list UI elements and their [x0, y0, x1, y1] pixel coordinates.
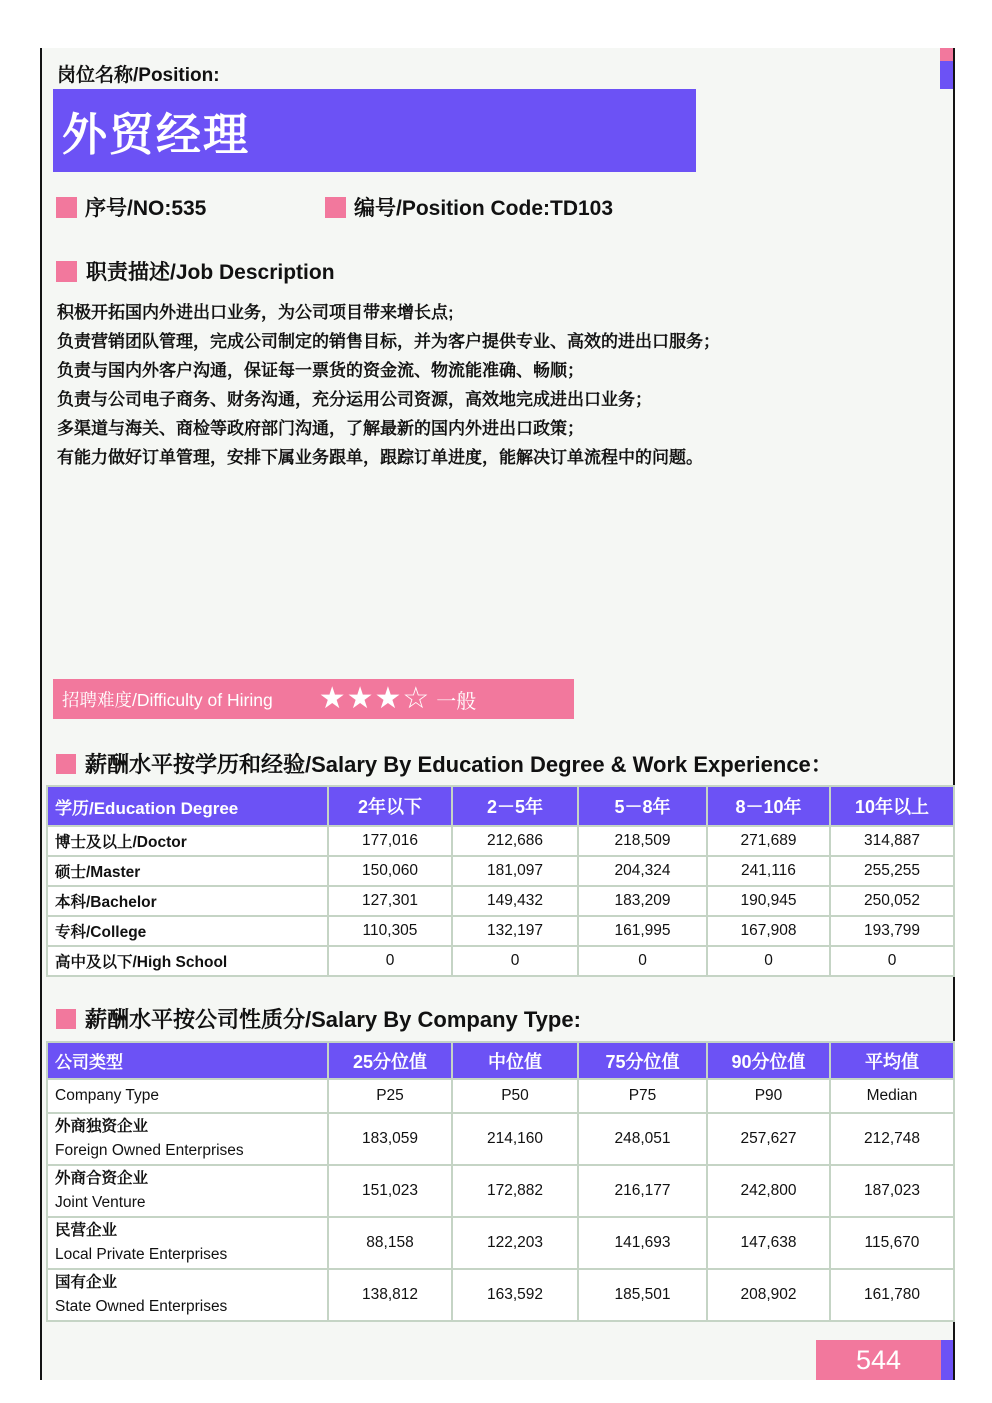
salary-value: 212,686: [452, 826, 578, 856]
row-label-chinese: 外商合资企业: [55, 1170, 149, 1187]
table-row: [47, 916, 954, 946]
corner-purple-decoration: [940, 61, 953, 89]
job-description-heading: [56, 256, 335, 286]
serial-number: [56, 192, 206, 222]
table-row: [47, 1165, 954, 1217]
row-label-english: State Owned Enterprises: [55, 1298, 228, 1315]
column-header: 学历/Education Degree: [47, 786, 328, 826]
difficulty-banner: [53, 679, 574, 719]
meta-row: [42, 192, 953, 218]
salary-value: 248,051: [578, 1113, 707, 1165]
salary-value: 250,052: [830, 886, 954, 916]
column-header: 平均值: [830, 1042, 954, 1079]
job-description-line: 有能力做好订单管理，安排下属业务跟单，跟踪订单进度，能解决订单流程中的问题。: [57, 448, 703, 467]
row-label-english: Joint Venture: [55, 1194, 146, 1211]
salary-value: 193,799: [830, 916, 954, 946]
salary-value: 172,882: [452, 1165, 578, 1217]
salary-value: 0: [707, 946, 830, 976]
salary-value: 255,255: [830, 856, 954, 886]
row-label: 博士及以上/Doctor: [47, 826, 328, 856]
difficulty-label: 招聘难度/Difficulty of Hiring: [62, 689, 273, 710]
salary-value: 216,177: [578, 1165, 707, 1217]
job-description-line: 积极开拓国内外进出口业务，为公司项目带来增长点;: [57, 303, 454, 322]
salary-value: 163,592: [452, 1269, 578, 1321]
job-description-line: 负责与公司电子商务、财务沟通，充分运用公司资源，高效地完成进出口业务；: [57, 390, 652, 409]
row-label: 专科/College: [47, 916, 328, 946]
position-title: 外贸经理: [62, 109, 251, 160]
salary-value: 127,301: [328, 886, 452, 916]
subheader-label: Company Type: [47, 1079, 328, 1113]
position-code-label: 编号/Position Code:TD103: [354, 197, 614, 220]
salary-value: 208,902: [707, 1269, 830, 1321]
salary-value: 257,627: [707, 1113, 830, 1165]
table-header-row: [47, 786, 954, 826]
column-header: 25分位值: [328, 1042, 452, 1079]
subheader-value: P90: [707, 1079, 830, 1113]
row-label: [47, 1217, 328, 1269]
position-title-banner: [53, 89, 696, 172]
salary-value: 122,203: [452, 1217, 578, 1269]
salary-value: 177,016: [328, 826, 452, 856]
pink-square-icon: [56, 197, 77, 218]
subheader-value: P25: [328, 1079, 452, 1113]
salary-value: 151,023: [328, 1165, 452, 1217]
row-label: [47, 1165, 328, 1217]
salary-value: 187,023: [830, 1165, 954, 1217]
column-header: 中位值: [452, 1042, 578, 1079]
salary-company-heading: [56, 1003, 581, 1034]
salary-value: 138,812: [328, 1269, 452, 1321]
column-header: 公司类型: [47, 1042, 328, 1079]
row-label: [47, 1269, 328, 1321]
salary-value: 185,501: [578, 1269, 707, 1321]
salary-value: 161,780: [830, 1269, 954, 1321]
salary-value: 110,305: [328, 916, 452, 946]
salary-company-heading-label: 薪酬水平按公司性质分/Salary By Company Type:: [85, 1007, 581, 1032]
column-header: 2年以下: [328, 786, 452, 826]
row-label-chinese: 民营企业: [55, 1222, 118, 1239]
table-row: [47, 856, 954, 886]
pink-square-icon: [56, 261, 77, 282]
row-label-english: Local Private Enterprises: [55, 1246, 228, 1263]
table-subheader-row: [47, 1079, 954, 1113]
corner-pink-decoration: [940, 48, 953, 61]
salary-value: 141,693: [578, 1217, 707, 1269]
salary-value: 214,160: [452, 1113, 578, 1165]
footer-purple-decoration: [941, 1340, 953, 1380]
column-header: 8－10年: [707, 786, 830, 826]
table-row: [47, 1217, 954, 1269]
job-description-line: 多渠道与海关、商检等政府部门沟通，了解最新的国内外进出口政策；: [57, 419, 584, 438]
salary-value: 0: [328, 946, 452, 976]
salary-value: 132,197: [452, 916, 578, 946]
pink-square-icon: [56, 754, 76, 774]
pink-square-icon: [325, 197, 346, 218]
table-row: [47, 946, 954, 976]
report-page: [40, 48, 955, 1380]
salary-value: 149,432: [452, 886, 578, 916]
table-row: [47, 1269, 954, 1321]
salary-value: 183,059: [328, 1113, 452, 1165]
salary-value: 314,887: [830, 826, 954, 856]
salary-value: 0: [452, 946, 578, 976]
salary-value: 150,060: [328, 856, 452, 886]
row-label-chinese: 外商独资企业: [55, 1118, 149, 1135]
job-description-line: 负责营销团队管理，完成公司制定的销售目标，并为客户提供专业、高效的进出口服务；: [57, 332, 720, 351]
job-description-line: 负责与国内外客户沟通，保证每一票货的资金流、物流能准确、畅顺；: [57, 361, 584, 380]
salary-value: 0: [830, 946, 954, 976]
serial-number-label: 序号/NO:535: [85, 197, 207, 220]
salary-by-company-table: [46, 1041, 955, 1322]
salary-value: 212,748: [830, 1113, 954, 1165]
salary-value: 271,689: [707, 826, 830, 856]
subheader-value: Median: [830, 1079, 954, 1113]
salary-value: 115,670: [830, 1217, 954, 1269]
salary-value: 181,097: [452, 856, 578, 886]
column-header: 90分位值: [707, 1042, 830, 1079]
position-code: [325, 192, 613, 222]
salary-value: 190,945: [707, 886, 830, 916]
table-row: [47, 1113, 954, 1165]
salary-by-education-table: [46, 785, 955, 977]
column-header: 10年以上: [830, 786, 954, 826]
star-rating-icon: ★★★☆: [318, 682, 431, 715]
salary-value: 241,116: [707, 856, 830, 886]
difficulty-level: 一般: [436, 690, 477, 713]
salary-education-heading-label: 薪酬水平按学历和经验/Salary By Education Degree & Work Experience：: [85, 752, 833, 777]
row-label: 硕士/Master: [47, 856, 328, 886]
table-row: [47, 826, 954, 856]
page-number: 544: [855, 1344, 902, 1375]
salary-value: 147,638: [707, 1217, 830, 1269]
salary-value: 218,509: [578, 826, 707, 856]
subheader-value: P50: [452, 1079, 578, 1113]
row-label: 本科/Bachelor: [47, 886, 328, 916]
row-label: [47, 1113, 328, 1165]
salary-value: 88,158: [328, 1217, 452, 1269]
column-header: 5－8年: [578, 786, 707, 826]
table-header-row: [47, 1042, 954, 1079]
page-number-badge: [816, 1340, 941, 1380]
salary-value: 161,995: [578, 916, 707, 946]
job-description-heading-label: 职责描述/Job Description: [86, 261, 335, 284]
salary-value: 0: [578, 946, 707, 976]
pink-square-icon: [56, 1009, 76, 1029]
job-description-text: [57, 298, 927, 472]
row-label: 高中及以下/High School: [47, 946, 328, 976]
salary-education-heading: [56, 748, 833, 779]
salary-value: 204,324: [578, 856, 707, 886]
salary-value: 183,209: [578, 886, 707, 916]
position-field-label: 岗位名称/Position:: [57, 65, 220, 86]
column-header: 75分位值: [578, 1042, 707, 1079]
subheader-value: P75: [578, 1079, 707, 1113]
column-header: 2－5年: [452, 786, 578, 826]
salary-value: 167,908: [707, 916, 830, 946]
row-label-chinese: 国有企业: [55, 1274, 118, 1291]
salary-value: 242,800: [707, 1165, 830, 1217]
table-row: [47, 886, 954, 916]
row-label-english: Foreign Owned Enterprises: [55, 1142, 244, 1159]
